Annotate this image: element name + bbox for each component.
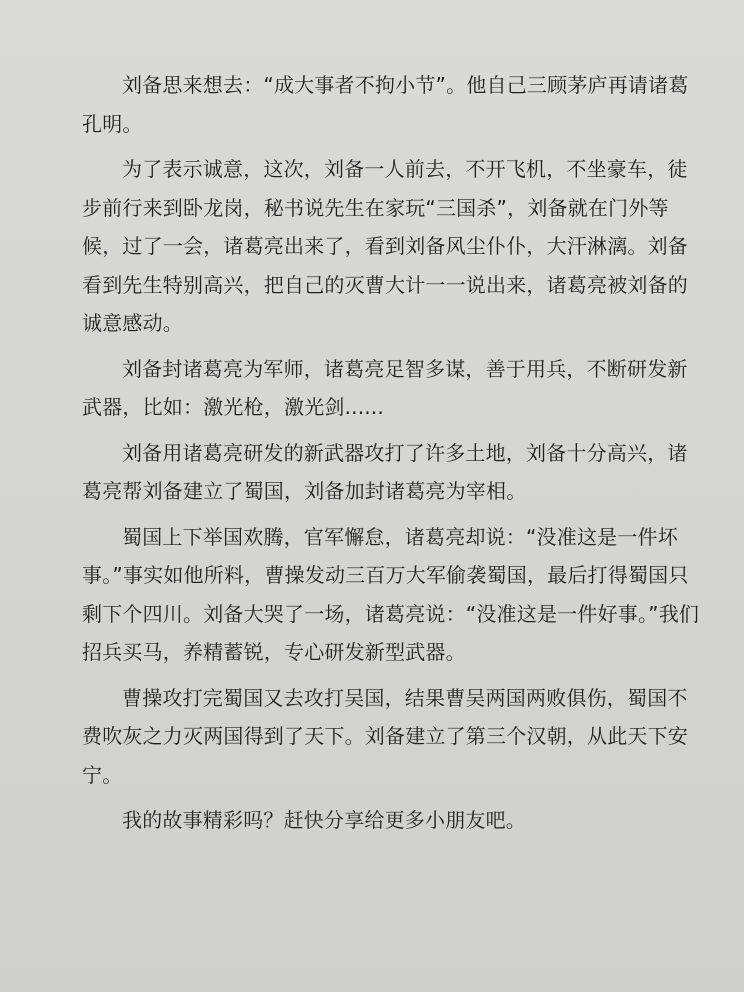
paragraph-1: 刘备思来想去：“成大事者不拘小节”。他自己三顾茅庐再请诸葛孔明。 [82, 73, 689, 136]
paragraph-6: 曹操攻打完蜀国又去攻打吴国，结果曹吴两国两败俱伤，蜀国不费吹灰之力灭两国得到了天下。刘备建立了第三个汉朝，从此天下安宁。 [82, 685, 688, 787]
paragraph-2: 为了表示诚意，这次，刘备一人前去，不开飞机，不坐豪车，徒步前行来到卧龙岗，秘书说先生在家玩“三国杀”，刘备就在门外等候，过了一会，诸葛亮出来了，看到刘备风尘仆仆，大汗淋漓。刘备看到先生特别高兴，把自己的灭曹大计一一说出来，诸葛亮被刘备的诚意感动。 [82, 157, 688, 335]
paragraph-4: 刘备用诸葛亮研发的新武器攻打了许多土地，刘备十分高兴，诸葛亮帮刘备建立了蜀国，刘备加封诸葛亮为宰相。 [82, 440, 688, 503]
paragraph-3: 刘备封诸葛亮为军师，诸葛亮足智多谋，善于用兵，不断研发新武器，比如：激光枪，激光剑...... [82, 356, 688, 419]
paragraph-5: 蜀国上下举国欢腾，官军懈怠，诸葛亮却说：“没准这是一件坏事。”事实如他所料，曹操发动三百万大军偷袭蜀国，最后打得蜀国只剩下个四川。刘备大哭了一场，诸葛亮说：“没准这是一件好事。”我们招兵买马，养精蓄锐，专心研发新型武器。 [82, 524, 700, 664]
story-text [82, 66, 702, 842]
paragraph-7: 我的故事精彩吗？赶快分享给更多小朋友吧。 [122, 808, 526, 832]
